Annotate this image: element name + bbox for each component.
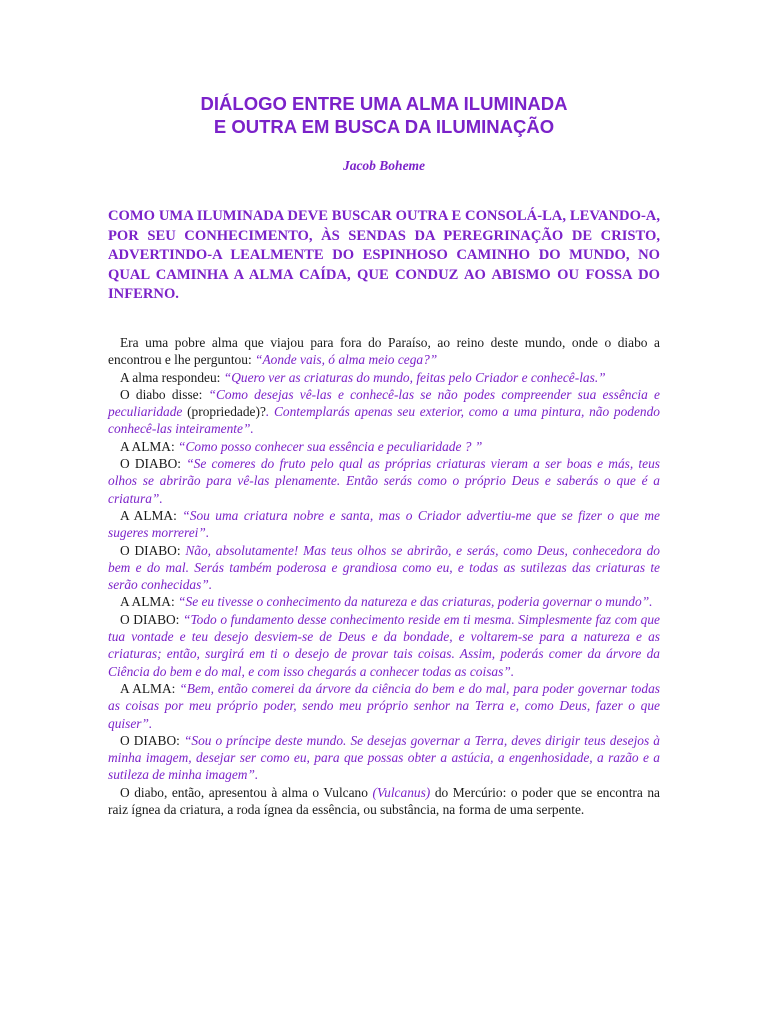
document-body: [108, 334, 660, 818]
speech: “Aonde vais, ó alma meio cega?”: [255, 352, 438, 368]
narration: O DIABO:: [120, 456, 187, 472]
narration: A ALMA:: [120, 594, 179, 610]
narration: A ALMA:: [120, 438, 179, 454]
speech: “Se eu tivesse o conhecimento da natureza e das criaturas, poderia governar o mundo”.: [178, 594, 653, 610]
paragraph: [108, 438, 660, 455]
narration: O diabo disse:: [120, 386, 209, 402]
narration: Era uma pobre alma que viajou para fora do Paraíso, ao reino deste mundo, onde o diabo a encontrou e lhe perguntou:: [108, 335, 660, 368]
speech: Não, absolutamente! Mas teus olhos se abrirão, e serás, como Deus, conhecedora do bem e do mal. Serás também poderosa e grandiosa como eu, e todas as sutilezas das criaturas te serão conhecidas”.: [108, 542, 660, 593]
speech: . Contemplarás apenas seu exterior, como a uma pintura, não podendo conhecê-las inteiramente”.: [108, 404, 661, 437]
narration: O DIABO:: [120, 611, 183, 627]
narration: O DIABO:: [120, 542, 186, 558]
speech: “Sou uma criatura nobre e santa, mas o Criador advertiu-me que se fizer o que me sugeres morrerei”.: [108, 507, 660, 541]
paragraph: [108, 369, 660, 386]
narration: A alma respondeu:: [120, 369, 224, 385]
narration: do Mercúrio: o poder que se encontra na raiz ígnea da criatura, a roda ígnea da essência, ou substância, na forma de uma serpente.: [108, 784, 661, 818]
narration: A ALMA:: [120, 507, 183, 523]
paragraph: [108, 784, 660, 819]
speech: “Sou o príncipe deste mundo. Se desejas governar a Terra, deves dirigir teus desejos à minha imagem, desejar ser como eu, para que possas obter a astúcia, a engenhosidade, a razão e a sutileza de minha imagem”.: [108, 732, 660, 783]
speech: (Vulcanus): [372, 784, 431, 800]
title-line-2: E OUTRA EM BUSCA DA ILUMINAÇÃO: [213, 116, 555, 137]
paragraph: [108, 611, 660, 680]
speech: “Todo o fundamento desse conhecimento reside em ti mesma. Simplesmente faz com que tua vontade e teu desejo desviem-se de Deus e da bondade, e voltarem-se para a natureza e as criaturas; então, surgirá em ti o desejo de provar tais coisas. Assim, poderás comer da árvore da Ciência do bem e do mal, e com isso chegarás a conhecer todas as coisas”.: [108, 611, 660, 679]
title-line-1: DIÁLOGO ENTRE UMA ALMA ILUMINADA: [200, 93, 568, 114]
paragraph: [108, 507, 660, 542]
speech: “Como posso conhecer sua essência e peculiaridade ? ”: [178, 438, 483, 454]
paragraph: [108, 593, 660, 610]
narration: O DIABO:: [120, 732, 184, 748]
paragraph: [108, 680, 660, 732]
speech: “Como desejas vê-las e conhecê-las se não podes compreender sua essência e peculiaridade: [108, 386, 660, 420]
document-subtitle: COMO UMA ILUMINADA DEVE BUSCAR OUTRA E CONSOLÁ-LA, LEVANDO-A, POR SEU CONHECIMENTO, ÀS SENDAS DA PEREGRINAÇÃO DE CRISTO, ADVERTINDO-A LEALMENTE DO ESPINHOSO CAMINHO DO MUNDO, NO QUAL CAMINHA A ALMA CAÍDA, QUE CONDUZ AO ABISMO OU FOSSA DO INFERNO.: [108, 208, 660, 302]
speech: “Bem, então comerei da árvore da ciência do bem e do mal, para poder governar todas as coisas por meu próprio poder, sendo meu próprio senhor na Terra e, como Deus, fazer o que quiser”.: [108, 680, 660, 731]
paragraph: [108, 334, 660, 369]
narration: (propriedade)?: [182, 404, 266, 420]
speech: “Se comeres do fruto pelo qual as próprias criaturas vieram a ser boas e más, teus olhos se abrirão para vê-las plenamente. Então serás como o próprio Deus e saberás o que é a criatura”.: [108, 456, 660, 506]
narration: A ALMA:: [120, 680, 180, 696]
paragraph: [108, 455, 660, 507]
narration: O diabo, então, apresentou à alma o Vulcano: [120, 784, 373, 800]
author-name: Jacob Boheme: [342, 158, 426, 173]
paragraph: [108, 542, 660, 594]
paragraph: [108, 386, 660, 438]
speech: “Quero ver as criaturas do mundo, feitas pelo Criador e conhecê-las.”: [223, 369, 606, 385]
document-title: [0, 92, 768, 138]
paragraph: [108, 732, 660, 784]
